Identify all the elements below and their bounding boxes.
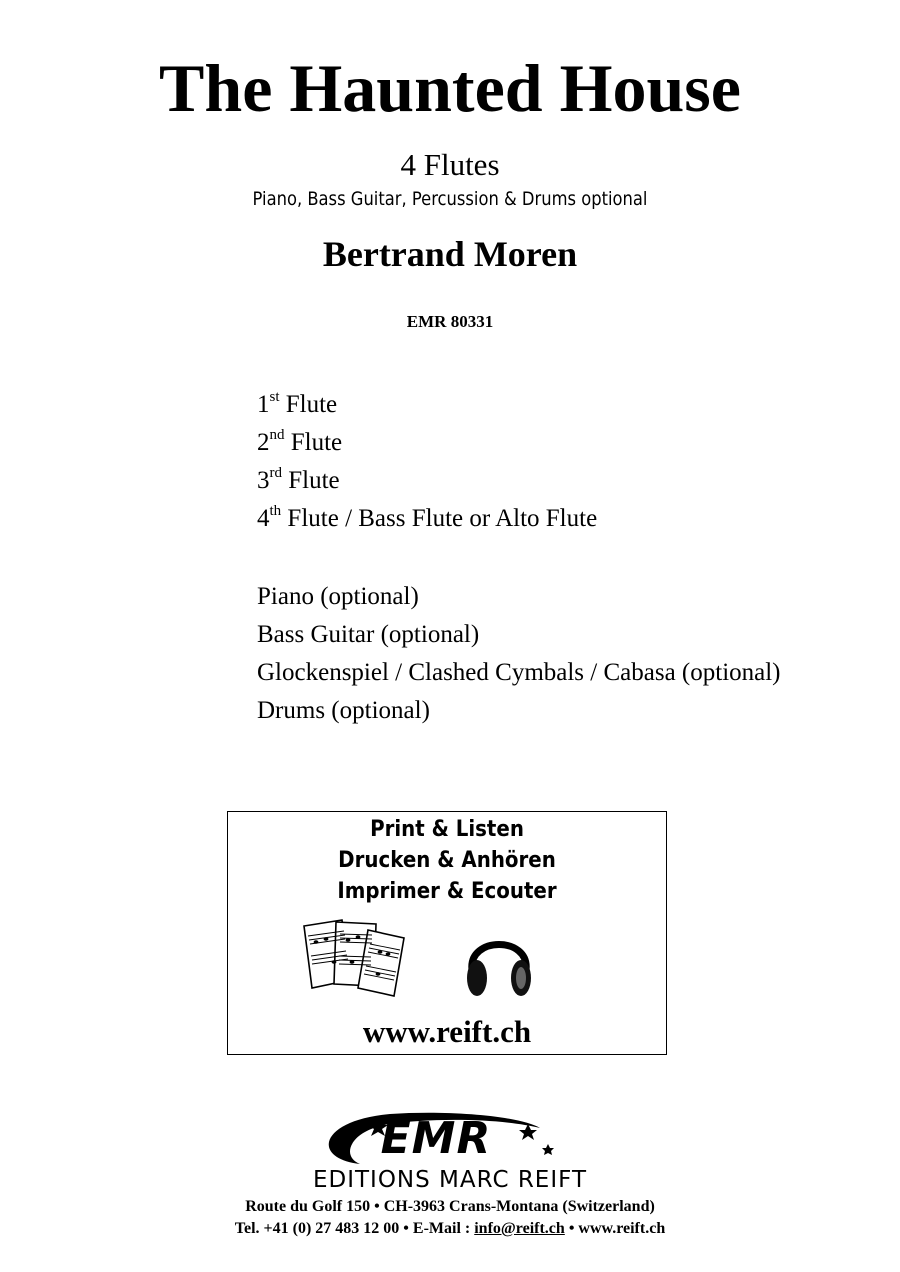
publisher-address: Route du Golf 150 • CH-3963 Crans-Montana (Switzerland) (245, 1198, 655, 1215)
instrumentation: 4 Flutes (400, 147, 500, 182)
web-text: • www.reift.ch (564, 1220, 666, 1237)
composer-name: Bertrand Moren (322, 234, 578, 274)
website-url[interactable]: www.reift.ch (362, 1014, 532, 1049)
optional-part-item: Bass Guitar (optional) (257, 621, 480, 648)
part-item: 2nd Flute (257, 427, 343, 456)
promo-line-german: Drucken & Anhören (338, 848, 556, 873)
parts-list (257, 386, 597, 538)
part-item: 3rd Flute (257, 465, 340, 494)
promo-line-french: Imprimer & Ecouter (337, 879, 557, 904)
headphones-icon (464, 922, 534, 1002)
page-title: The Haunted House (159, 50, 741, 126)
promo-line-english: Print & Listen (370, 817, 524, 842)
optional-part-item: Glockenspiel / Clashed Cymbals / Cabasa (optional) (257, 659, 781, 686)
email-link[interactable]: info@reift.ch (474, 1220, 565, 1237)
catalog-number: EMR 80331 (406, 312, 494, 331)
optional-parts-list (257, 578, 781, 730)
optional-instruments: Piano, Bass Guitar, Percussion & Drums optional (252, 188, 648, 210)
sheet-music-icon (300, 918, 412, 998)
phone-text: Tel. +41 (0) 27 483 12 00 • E-Mail : (234, 1220, 475, 1237)
emr-logo-text: EMR (380, 1113, 492, 1164)
optional-part-item: Drums (optional) (257, 697, 430, 724)
part-item: 1st Flute (257, 389, 338, 418)
publisher-contact (0, 1218, 900, 1240)
part-item: 4th Flute / Bass Flute or Alto Flute (257, 503, 598, 532)
optional-part-item: Piano (optional) (257, 583, 419, 610)
print-listen-box (227, 811, 667, 1055)
publisher-name: EDITIONS MARC REIFT (312, 1167, 588, 1193)
